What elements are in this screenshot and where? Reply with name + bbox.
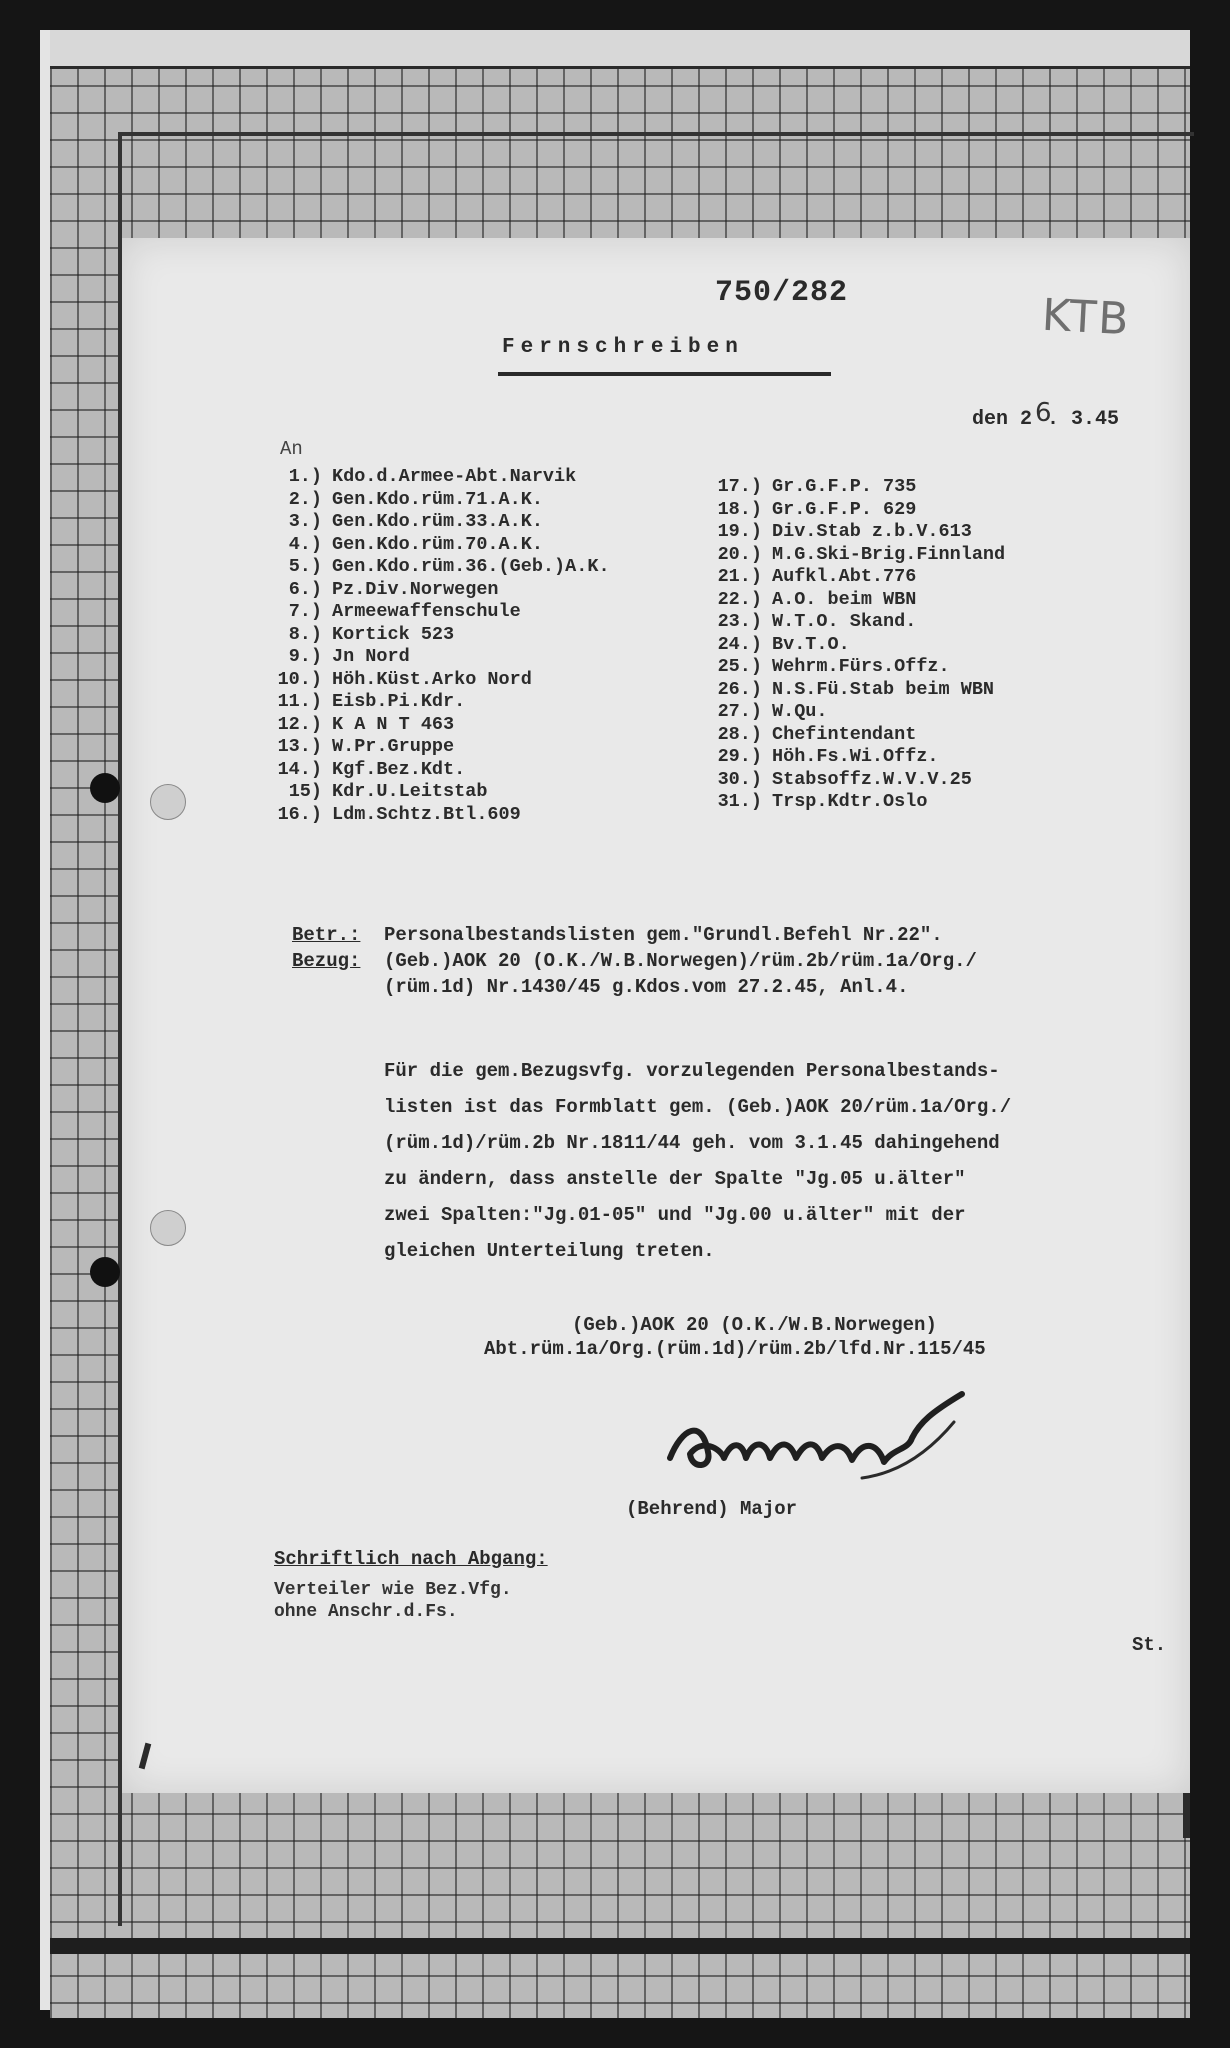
recipient-name: Kdo.d.Armee-Abt.Narvik [332, 466, 577, 487]
body-line: zwei Spalten:"Jg.01-05" und "Jg.00 u.älter" mit der [384, 1204, 966, 1226]
body-line: Für die gem.Bezugsvfg. vorzulegenden Personalbestands- [384, 1060, 1000, 1082]
punch-hole [90, 773, 120, 803]
distribution-line-1: Verteiler wie Bez.Vfg. [274, 1580, 512, 1600]
sender-office-line-2: Abt.rüm.1a/Org.(rüm.1d)/rüm.2b/lfd.Nr.115/45 [484, 1338, 986, 1360]
recipient-name: Gen.Kdo.rüm.33.A.K. [332, 511, 543, 532]
recipient-name: Ldm.Schtz.Btl.609 [332, 803, 521, 825]
sender-office-line-1: (Geb.)AOK 20 (O.K./W.B.Norwegen) [572, 1314, 937, 1336]
recipient-number: 1.) [288, 466, 322, 487]
betr-row [292, 924, 1152, 950]
recipient-number: 14.) [277, 758, 322, 780]
recipient-name: Aufkl.Abt.776 [772, 566, 917, 587]
recipient-number: 7.) [288, 601, 322, 622]
recipient-name: Gen.Kdo.rüm.71.A.K. [332, 488, 543, 510]
recipient-name: Kdr.U.Leitstab [332, 781, 488, 802]
recipient-number: 19.) [717, 521, 762, 542]
recipient-number: 26.) [717, 678, 762, 700]
recipient-number: 11.) [277, 691, 322, 712]
ghost-punch-hole [150, 784, 186, 820]
body-line: listen ist das Formblatt gem. (Geb.)AOK 20/rüm.1a/Org./ [384, 1096, 1012, 1118]
recipient-number: 27.) [717, 701, 762, 722]
ghost-punch-hole [150, 1210, 186, 1246]
file-number: 750/282 [715, 276, 849, 310]
recipient-name: Chefintendant [772, 723, 917, 745]
recipient-name: W.Qu. [772, 701, 828, 722]
recipient-number: 28.) [717, 723, 762, 745]
recipient-name: Armeewaffenschule [332, 601, 521, 622]
recipient-name: Stabsoffz.W.V.V.25 [772, 768, 972, 790]
recipient-number: 5.) [288, 556, 322, 577]
recipient-name: Div.Stab z.b.V.613 [772, 521, 972, 542]
recipient-name: M.G.Ski-Brig.Finnland [772, 543, 1006, 565]
body-line: zu ändern, dass anstelle der Spalte "Jg.05 u.älter" [384, 1168, 966, 1190]
recipient-number: 21.) [717, 566, 762, 587]
bezug-row-cont [292, 976, 1152, 1002]
recipient-name: Trsp.Kdtr.Oslo [772, 791, 928, 812]
betr-text: Personalbestandslisten gem."Grundl.Befehl Nr.22". [384, 924, 943, 946]
bezug-label: Bezug: [292, 950, 361, 972]
recipient-number: 18.) [717, 498, 762, 520]
board-left-edge [40, 30, 50, 2010]
recipient-name: Eisb.Pi.Kdr. [332, 691, 466, 712]
board-bottom-band [50, 1938, 1190, 1954]
heading-underline [498, 372, 831, 376]
pencil-mark [139, 1743, 152, 1770]
recipient-name: Höh.Fs.Wi.Offz. [772, 746, 939, 767]
recipient-number: 17.) [717, 476, 762, 497]
recipient-number: 3.) [288, 511, 322, 532]
recipient-name: Gen.Kdo.rüm.36.(Geb.)A.K. [332, 556, 610, 577]
date-day-handwritten: 6 [1035, 398, 1052, 428]
bezug-row [292, 950, 1152, 976]
reference-block [292, 924, 1152, 1002]
date-prefix: den 2 [972, 408, 1033, 431]
distribution-heading: Schriftlich nach Abgang: [274, 1548, 548, 1570]
recipient-number: 2.) [288, 488, 322, 510]
recipient-number: 9.) [288, 646, 322, 667]
recipient-number: 13.) [277, 736, 322, 757]
betr-label: Betr.: [292, 924, 361, 946]
recipient-name: Gr.G.F.P. 735 [772, 476, 917, 497]
body-line: (rüm.1d)/rüm.2b Nr.1811/44 geh. vom 3.1.45 dahingehend [384, 1132, 1000, 1154]
recipient-name: Kortick 523 [332, 623, 455, 645]
recipient-number: 22.) [717, 588, 762, 610]
recipient-name: Gr.G.F.P. 629 [772, 498, 917, 520]
recipient-name: N.S.Fü.Stab beim WBN [772, 678, 995, 700]
recipient-number: 23.) [717, 611, 762, 632]
distribution-line-2: ohne Anschr.d.Fs. [274, 1602, 458, 1622]
recipient-name: Pz.Div.Norwegen [332, 578, 499, 600]
handwritten-signature [662, 1388, 982, 1498]
recipient-name: Bv.T.O. [772, 633, 850, 655]
bezug-line-2: (rüm.1d) Nr.1430/45 g.Kdos.vom 27.2.45, Anl.4. [384, 976, 909, 998]
recipient-number: 31.) [717, 791, 762, 812]
recipient-name: Höh.Küst.Arko Nord [332, 668, 532, 690]
message-body [384, 1060, 1011, 1276]
recipient-name: Gen.Kdo.rüm.70.A.K. [332, 533, 543, 555]
recipient-name: Wehrm.Fürs.Offz. [772, 656, 950, 677]
recipient-number: 20.) [717, 543, 762, 565]
recipient-number: 24.) [717, 633, 762, 655]
document-heading: Fernschreiben [502, 336, 744, 359]
recipient-number: 16.) [277, 803, 322, 825]
recipient-name: K A N T 463 [332, 713, 455, 735]
recipient-name: A.O. beim WBN [772, 588, 917, 610]
typist-initials: St. [1132, 1634, 1167, 1656]
ktb-stamp: KTB [1040, 289, 1132, 346]
bezug-line-1: (Geb.)AOK 20 (O.K./W.B.Norwegen)/rüm.2b/rüm.1a/Org./ [384, 950, 977, 972]
recipient-number: 29.) [717, 746, 762, 767]
recipient-name: Jn Nord [332, 646, 410, 667]
recipient-name: W.T.O. Skand. [772, 611, 917, 632]
punch-hole [90, 1257, 120, 1287]
recipient-number: 12.) [277, 713, 322, 735]
date-rest: . 3.45 [1047, 408, 1120, 431]
addressee-label: An [280, 438, 303, 460]
recipient-number: 25.) [717, 656, 762, 677]
recipient-name: Kgf.Bez.Kdt. [332, 758, 466, 780]
recipient-number: 6.) [288, 578, 322, 600]
recipient-number: 30.) [717, 768, 762, 790]
signer-name: (Behrend) Major [626, 1498, 798, 1520]
telex-sheet [122, 238, 1190, 1793]
recipient-number: 10.) [277, 668, 322, 690]
body-line: gleichen Unterteilung treten. [384, 1240, 715, 1262]
recipient-number: 15) [288, 781, 322, 802]
board-top-strip [40, 30, 1190, 69]
recipient-number: 8.) [288, 623, 322, 645]
recipient-name: W.Pr.Gruppe [332, 736, 455, 757]
recipient-number: 4.) [288, 533, 322, 555]
